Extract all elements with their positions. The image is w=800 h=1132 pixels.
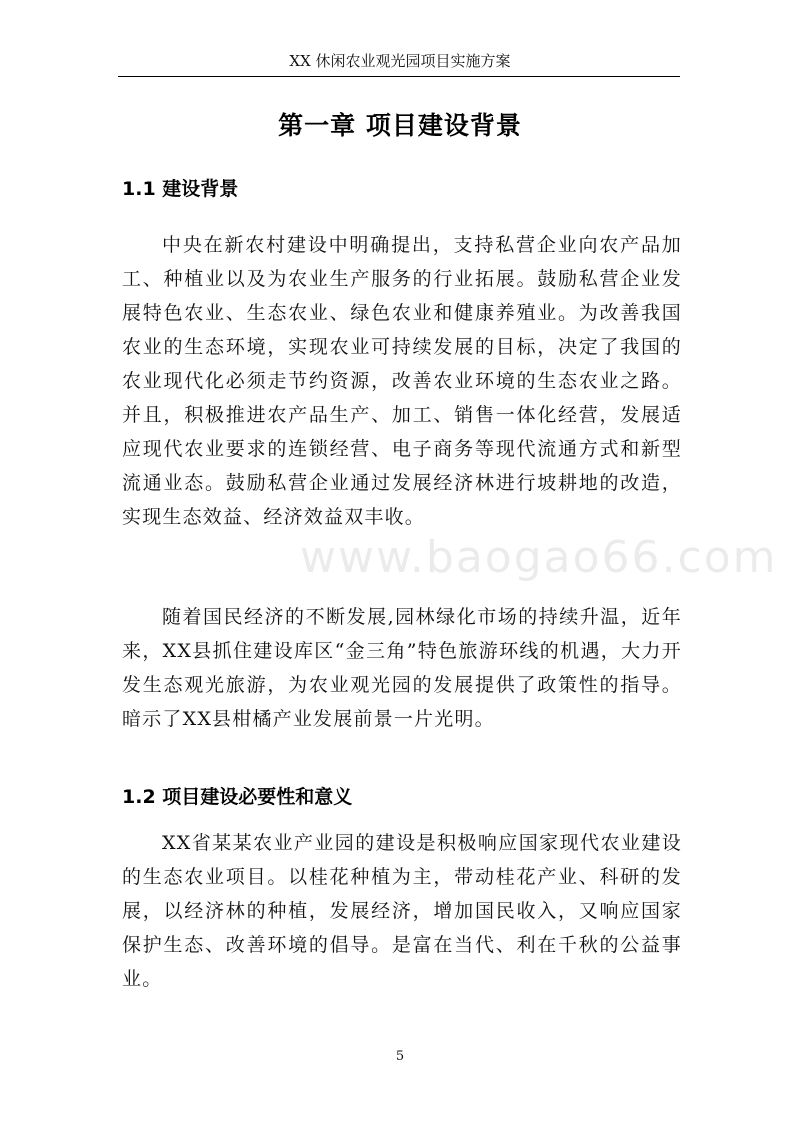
paragraph-background-2: 随着国民经济的不断发展,园林绿化市场的持续升温，近年来，XX县抓住建设库区“金三角”特色旅游环线的机遇，大力开发生态观光旅游，为农业观光园的发展提供了政策性的指导。暗示了XX县柑橘产业发展前景一片光明。 (122, 606, 682, 730)
header-divider (118, 76, 680, 77)
chapter-title: 第一章 项目建设背景 (278, 111, 522, 140)
section-heading-1-1: 1.1 建设背景 (122, 178, 239, 200)
paragraph-necessity-1: XX省某某农业产业园的建设是积极响应国家现代农业建设的生态农业项目。以桂花种植为主，带动桂花产业、科研的发展，以经济林的种植，发展经济，增加国民收入，又响应国家保护生态、改善环境的倡导。是富在当代、利在千秋的公益事业。 (122, 832, 682, 990)
running-header: XX 休闲农业观光园项目实施方案 (289, 52, 511, 70)
page-number: 5 (395, 1049, 405, 1064)
section-heading-1-2: 1.2 项目建设必要性和意义 (122, 786, 353, 808)
paragraph-background-1: 中央在新农村建设中明确提出，支持私营企业向农产品加工、种植业以及为农业生产服务的行业拓展。鼓励私营企业发展特色农业、生态农业、绿色农业和健康养殖业。为改善我国农业的生态环境，实现农业可持续发展的目标，决定了我国的农业现代化必须走节约资源，改善农业环境的生态农业之路。并且，积极推进农产品生产、加工、销售一体化经营，发展适应现代农业要求的连锁经营、电子商务等现代流通方式和新型流通业态。鼓励私营企业通过发展经济林进行坡耕地的改造，实现生态效益、经济效益双丰收。 (122, 234, 682, 528)
watermark: www.baogao66.com (300, 532, 778, 583)
